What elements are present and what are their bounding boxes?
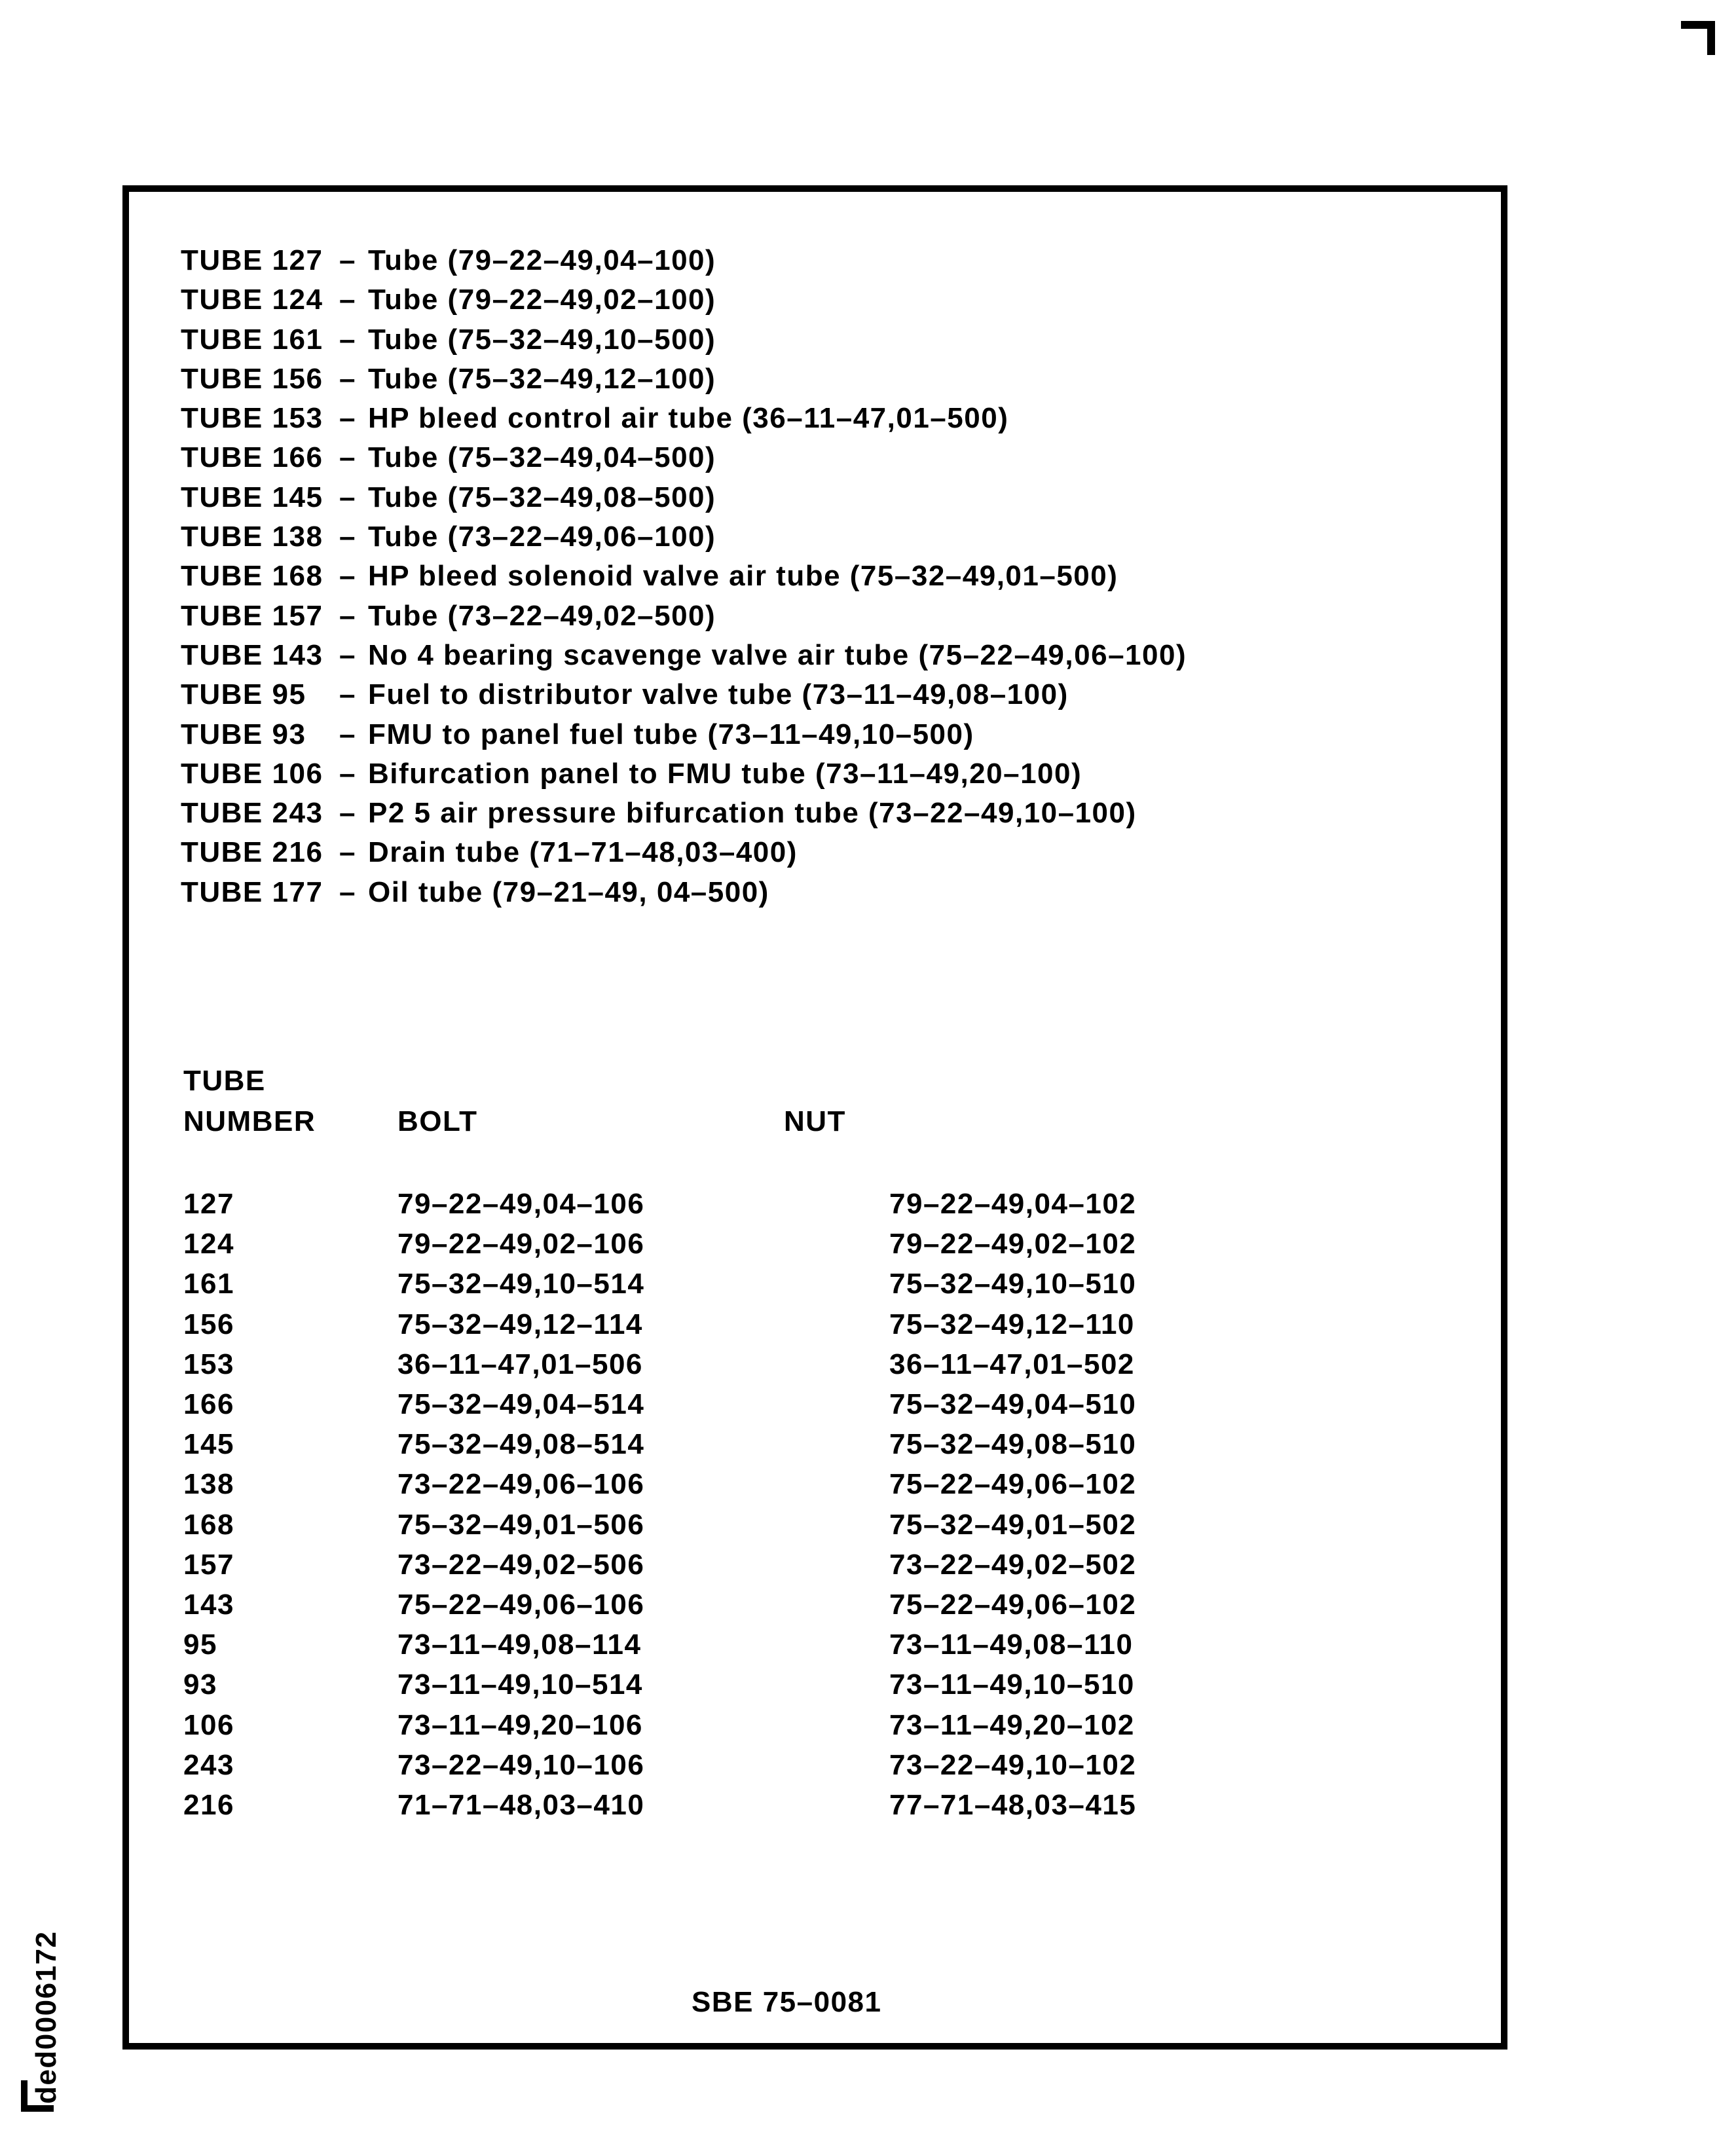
dash-separator: – — [339, 323, 356, 356]
nut-cell: 75–22–49,06–102 — [889, 1589, 1137, 1621]
dash-separator: – — [339, 441, 356, 474]
list-item — [181, 241, 1187, 280]
dash-separator: – — [339, 757, 356, 790]
tube-description: Tube (75–32–49,08–500) — [367, 481, 716, 513]
figure-reference: SBE 75–0081 — [692, 1986, 882, 2018]
table-row — [183, 1625, 1136, 1665]
tube-label: TUBE 95 — [181, 678, 306, 711]
dash-separator: – — [339, 599, 356, 632]
dash-separator: – — [339, 284, 356, 316]
table-row — [183, 1585, 1136, 1625]
bolt-cell: 79–22–49,04–106 — [397, 1188, 645, 1220]
table-row — [183, 1344, 1136, 1384]
tube-number-cell: 127 — [183, 1188, 234, 1220]
bolt-cell: 71–71–48,03–410 — [397, 1789, 645, 1822]
figure-code-vertical: ded0006172 — [30, 1930, 62, 2104]
bolt-cell: 75–32–49,04–514 — [397, 1388, 645, 1421]
list-item — [181, 794, 1187, 833]
tube-label: TUBE 216 — [181, 836, 323, 869]
tube-description: Drain tube (71–71–48,03–400) — [367, 836, 798, 869]
column-header-tube: TUBE — [183, 1065, 266, 1097]
list-item — [181, 557, 1187, 596]
tube-label: TUBE 145 — [181, 481, 323, 513]
nut-cell: 75–32–49,10–510 — [889, 1268, 1137, 1300]
dash-separator: – — [339, 875, 356, 908]
bolt-cell: 73–22–49,06–106 — [397, 1468, 645, 1501]
dash-separator: – — [339, 836, 356, 869]
tube-label: TUBE 127 — [181, 244, 323, 276]
nut-cell: 79–22–49,02–102 — [889, 1228, 1137, 1260]
tube-label: TUBE 106 — [181, 757, 323, 790]
tube-description: Tube (79–22–49,02–100) — [367, 284, 716, 316]
table-row — [183, 1785, 1136, 1825]
tube-number-cell: 106 — [183, 1708, 234, 1741]
table-row — [183, 1745, 1136, 1785]
tube-description: Oil tube (79–21–49, 04–500) — [367, 875, 769, 908]
tube-label: TUBE 138 — [181, 521, 323, 553]
tube-label: TUBE 177 — [181, 875, 323, 908]
tube-number-cell: 157 — [183, 1548, 234, 1581]
tube-number-cell: 143 — [183, 1589, 234, 1621]
nut-cell: 73–11–49,10–510 — [889, 1668, 1135, 1701]
table-row — [183, 1184, 1136, 1224]
tube-number-cell: 124 — [183, 1228, 234, 1260]
nut-cell: 75–32–49,04–510 — [889, 1388, 1137, 1421]
tube-number-cell: 166 — [183, 1388, 234, 1421]
bolt-cell: 75–32–49,08–514 — [397, 1428, 645, 1461]
nut-cell: 77–71–48,03–415 — [889, 1789, 1137, 1822]
header-line-1 — [183, 1061, 846, 1101]
list-item — [181, 320, 1187, 359]
table-row — [183, 1464, 1136, 1504]
bolt-cell: 73–11–49,10–514 — [397, 1668, 643, 1701]
list-item — [181, 636, 1187, 675]
list-item — [181, 715, 1187, 754]
tube-number-cell: 95 — [183, 1628, 217, 1661]
tube-number-cell: 156 — [183, 1308, 234, 1340]
table-row — [183, 1384, 1136, 1424]
tube-description: Tube (75–32–49,12–100) — [367, 362, 716, 395]
tube-label: TUBE 124 — [181, 284, 323, 316]
nut-cell: 75–32–49,12–110 — [889, 1308, 1135, 1340]
tube-description: Tube (73–22–49,02–500) — [367, 599, 716, 632]
list-item — [181, 754, 1187, 794]
tube-number-cell: 145 — [183, 1428, 234, 1461]
nut-cell: 73–22–49,10–102 — [889, 1748, 1137, 1781]
bolt-cell: 75–32–49,10–514 — [397, 1268, 645, 1300]
nut-cell: 73–11–49,08–110 — [889, 1628, 1134, 1661]
dash-separator: – — [339, 638, 356, 671]
tube-description: HP bleed solenoid valve air tube (75–32–49,01–500) — [367, 560, 1118, 593]
tube-number-cell: 161 — [183, 1268, 234, 1300]
table-row — [183, 1505, 1136, 1545]
tube-description: Tube (75–32–49,04–500) — [367, 441, 716, 474]
table-row — [183, 1304, 1136, 1344]
tube-number-cell: 138 — [183, 1468, 234, 1501]
tube-label: TUBE 156 — [181, 362, 323, 395]
tube-description: Fuel to distributor valve tube (73–11–49,08–100) — [367, 678, 1069, 711]
tube-label: TUBE 166 — [181, 441, 323, 474]
bolt-cell: 75–32–49,01–506 — [397, 1508, 645, 1541]
list-item — [181, 597, 1187, 636]
dash-separator: – — [339, 481, 356, 513]
bolt-cell: 79–22–49,02–106 — [397, 1228, 645, 1260]
tube-description: Tube (73–22–49,06–100) — [367, 521, 716, 553]
tube-label: TUBE 143 — [181, 638, 323, 671]
tube-label: TUBE 157 — [181, 599, 323, 632]
tube-number-cell: 216 — [183, 1789, 234, 1822]
table-row — [183, 1424, 1136, 1464]
dash-separator: – — [339, 521, 356, 553]
parts-table — [183, 1184, 1136, 1825]
parts-table-header — [183, 1061, 846, 1142]
tube-description: Tube (79–22–49,04–100) — [367, 244, 716, 276]
tube-label: TUBE 153 — [181, 402, 323, 435]
tube-description: HP bleed control air tube (36–11–47,01–500) — [367, 402, 1009, 435]
dash-separator: – — [339, 718, 356, 750]
tube-label: TUBE 243 — [181, 797, 323, 830]
list-item — [181, 280, 1187, 320]
header-line-2 — [183, 1101, 846, 1142]
tube-number-cell: 93 — [183, 1668, 217, 1701]
list-item — [181, 833, 1187, 872]
bolt-cell: 36–11–47,01–506 — [397, 1348, 643, 1380]
bolt-cell: 73–22–49,10–106 — [397, 1748, 645, 1781]
tube-label: TUBE 93 — [181, 718, 306, 750]
dash-separator: – — [339, 244, 356, 276]
tube-number-cell: 168 — [183, 1508, 234, 1541]
tube-description: P2 5 air pressure bifurcation tube (73–22–49,10–100) — [367, 797, 1137, 830]
bolt-cell: 73–11–49,20–106 — [397, 1708, 643, 1741]
bolt-cell: 73–22–49,02–506 — [397, 1548, 645, 1581]
tube-number-cell: 243 — [183, 1748, 234, 1781]
list-item — [181, 675, 1187, 714]
bolt-cell: 75–32–49,12–114 — [397, 1308, 643, 1340]
corner-mark-top-right-icon — [1681, 21, 1715, 55]
table-row — [183, 1224, 1136, 1264]
column-header-nut: NUT — [784, 1105, 846, 1137]
list-item — [181, 517, 1187, 557]
tube-description: Tube (75–32–49,10–500) — [367, 323, 716, 356]
nut-cell: 75–32–49,01–502 — [889, 1508, 1137, 1541]
column-header-number: NUMBER — [183, 1105, 316, 1137]
list-item — [181, 438, 1187, 477]
tube-description: FMU to panel fuel tube (73–11–49,10–500) — [367, 718, 974, 750]
dash-separator: – — [339, 797, 356, 830]
bolt-cell: 75–22–49,06–106 — [397, 1589, 645, 1621]
tube-label: TUBE 161 — [181, 323, 323, 356]
list-item — [181, 399, 1187, 438]
list-item — [181, 478, 1187, 517]
list-item — [181, 359, 1187, 399]
tube-description: No 4 bearing scavenge valve air tube (75–22–49,06–100) — [367, 638, 1187, 671]
table-row — [183, 1264, 1136, 1304]
dash-separator: – — [339, 362, 356, 395]
nut-cell: 79–22–49,04–102 — [889, 1188, 1137, 1220]
corner-mark-bottom-left-icon — [21, 2080, 54, 2112]
tube-label: TUBE 168 — [181, 560, 323, 593]
dash-separator: – — [339, 560, 356, 593]
nut-cell: 75–22–49,06–102 — [889, 1468, 1137, 1501]
column-header-bolt: BOLT — [397, 1105, 478, 1137]
tube-number-cell: 153 — [183, 1348, 234, 1380]
table-row — [183, 1665, 1136, 1704]
tube-description: Bifurcation panel to FMU tube (73–11–49,20–100) — [367, 757, 1082, 790]
dash-separator: – — [339, 678, 356, 711]
bolt-cell: 73–11–49,08–114 — [397, 1628, 642, 1661]
tube-list — [181, 241, 1187, 912]
table-row — [183, 1705, 1136, 1745]
list-item — [181, 873, 1187, 912]
nut-cell: 73–22–49,02–502 — [889, 1548, 1137, 1581]
nut-cell: 73–11–49,20–102 — [889, 1708, 1135, 1741]
nut-cell: 75–32–49,08–510 — [889, 1428, 1137, 1461]
nut-cell: 36–11–47,01–502 — [889, 1348, 1135, 1380]
table-row — [183, 1545, 1136, 1585]
dash-separator: – — [339, 402, 356, 435]
